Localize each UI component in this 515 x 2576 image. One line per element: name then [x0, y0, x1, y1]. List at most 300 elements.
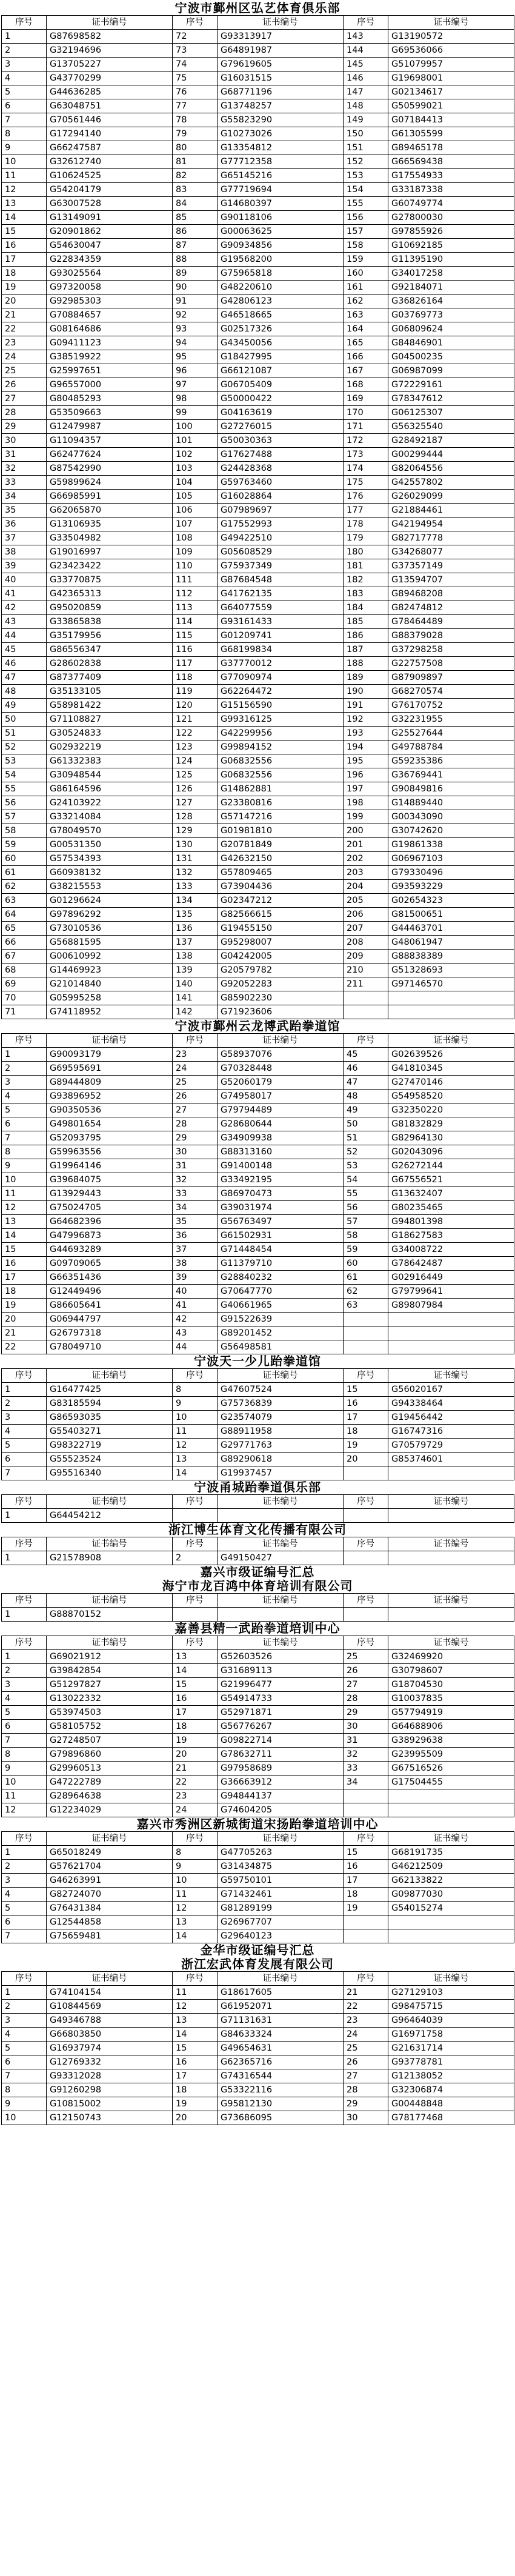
seq-cell: 66 [2, 936, 47, 950]
seq-cell: 12 [2, 1201, 47, 1215]
seq-cell: 23 [173, 1048, 218, 1062]
cert-cell: G89290618 [218, 1453, 344, 1466]
seq-cell: 200 [344, 824, 388, 838]
table-row [2, 2055, 514, 2069]
cert-cell: G02916449 [388, 1271, 514, 1285]
seq-cell: 50 [2, 713, 47, 727]
seq-cell: 4 [2, 1888, 47, 1902]
seq-cell: 21 [173, 1762, 218, 1776]
seq-cell: 39 [2, 559, 47, 573]
cert-cell: G78347612 [388, 392, 514, 406]
header-cert: 证书编号 [47, 1972, 173, 1986]
cert-cell: G33865838 [47, 615, 173, 629]
seq-cell: 35 [2, 504, 47, 518]
seq-cell: 27 [344, 1678, 388, 1692]
table-row [2, 1846, 514, 1860]
seq-cell: 9 [173, 1860, 218, 1874]
cert-cell: G77712358 [218, 155, 344, 169]
cert-cell: G19016997 [47, 545, 173, 559]
cert-cell: G82717778 [388, 531, 514, 545]
cert-cell: G67516526 [388, 1762, 514, 1776]
cert-cell: G75659481 [47, 1929, 173, 1943]
seq-cell: 21 [344, 1986, 388, 2000]
table-row [2, 1664, 514, 1678]
table-row [2, 1748, 514, 1762]
header-cert: 证书编号 [218, 1594, 344, 1608]
cert-cell: G82064556 [388, 462, 514, 476]
cert-cell: G79330496 [388, 866, 514, 880]
section-block [1, 1622, 514, 1817]
seq-cell: 160 [344, 267, 388, 281]
cert-cell: G54914733 [218, 1692, 344, 1706]
cert-cell: G64891987 [218, 44, 344, 58]
cert-cell: G74104154 [47, 1986, 173, 2000]
table-row [2, 1383, 514, 1397]
seq-cell: 90 [173, 281, 218, 295]
cert-cell: G12449496 [47, 1285, 173, 1299]
cert-cell: G10624525 [47, 169, 173, 183]
table-header [2, 1594, 514, 1608]
table-row [2, 713, 514, 727]
seq-cell [344, 1326, 388, 1340]
seq-cell: 43 [173, 1326, 218, 1340]
seq-cell: 13 [2, 197, 47, 211]
seq-cell: 25 [173, 1076, 218, 1090]
seq-cell: 3 [2, 1874, 47, 1888]
table-row [2, 671, 514, 685]
table-row [2, 1062, 514, 1076]
section-title: 宁波天一少儿跆拳道馆 [194, 1354, 321, 1368]
seq-cell: 9 [2, 141, 47, 155]
cert-cell: G82566615 [218, 908, 344, 922]
seq-cell: 172 [344, 434, 388, 448]
cert-cell: G21996477 [218, 1678, 344, 1692]
seq-cell: 154 [344, 183, 388, 197]
seq-cell: 175 [344, 476, 388, 490]
header-row [2, 1636, 514, 1650]
seq-cell: 12 [173, 1902, 218, 1915]
section-block [1, 1943, 514, 2125]
table-row [2, 1678, 514, 1692]
cert-cell: G87684548 [218, 573, 344, 587]
cert-cell: G20901862 [47, 225, 173, 239]
seq-cell: 4 [2, 1425, 47, 1439]
cert-cell: G12150743 [47, 2111, 173, 2125]
cert-cell: G57534393 [47, 852, 173, 866]
header-seq: 序号 [173, 1594, 218, 1608]
cert-cell: G47222789 [47, 1776, 173, 1789]
cert-cell: G07989697 [218, 504, 344, 518]
seq-cell: 18 [2, 1285, 47, 1299]
seq-cell: 23 [2, 336, 47, 350]
table-row [2, 1888, 514, 1902]
seq-cell: 16 [2, 239, 47, 253]
cert-cell [388, 1608, 514, 1622]
seq-cell: 81 [173, 155, 218, 169]
header-seq: 序号 [2, 1495, 47, 1509]
section-title: 嘉兴市级证编号汇总 [200, 1565, 315, 1579]
cert-cell: G07184413 [388, 113, 514, 127]
seq-cell: 31 [2, 448, 47, 462]
seq-cell: 1 [2, 1383, 47, 1397]
seq-cell: 1 [2, 1509, 47, 1523]
seq-cell: 124 [173, 754, 218, 768]
seq-cell: 15 [2, 225, 47, 239]
section-title: 宁波甬城跆拳道俱乐部 [194, 1480, 321, 1494]
cert-cell: G23380816 [218, 796, 344, 810]
section-title: 金华市级证编号汇总 [200, 1943, 315, 1957]
cert-cell: G06832556 [218, 768, 344, 782]
header-seq: 序号 [344, 1537, 388, 1551]
section-block [1, 1817, 514, 1943]
cert-cell: G29960513 [47, 1762, 173, 1776]
seq-cell: 18 [344, 1425, 388, 1439]
cert-cell: G59235386 [388, 754, 514, 768]
cert-cell: G37770012 [218, 657, 344, 671]
table-row [2, 1340, 514, 1354]
cert-cell: G49654631 [218, 2042, 344, 2055]
cert-cell: G71432461 [218, 1888, 344, 1902]
seq-cell: 188 [344, 657, 388, 671]
seq-cell: 2 [2, 1860, 47, 1874]
seq-cell: 21 [2, 308, 47, 322]
seq-cell: 123 [173, 741, 218, 754]
cert-cell: G41762135 [218, 587, 344, 601]
cert-cell: G00299444 [388, 448, 514, 462]
cert-cell: G27129103 [388, 1986, 514, 2000]
cert-cell: G30948544 [47, 768, 173, 782]
seq-cell: 166 [344, 350, 388, 364]
cert-cell: G41810345 [388, 1062, 514, 1076]
cert-cell: G04163619 [218, 406, 344, 420]
cert-cell: G75965818 [218, 267, 344, 281]
table-header [2, 1034, 514, 1048]
table-row [2, 1397, 514, 1411]
header-seq: 序号 [344, 1495, 388, 1509]
seq-cell: 62 [344, 1285, 388, 1299]
seq-cell [344, 991, 388, 1005]
cert-cell: G97855926 [388, 225, 514, 239]
cert-cell: G91400148 [218, 1159, 344, 1173]
seq-cell: 27 [344, 2069, 388, 2083]
seq-cell: 12 [173, 1439, 218, 1453]
seq-cell: 142 [173, 1005, 218, 1019]
cert-cell: G49346788 [47, 2014, 173, 2028]
seq-cell: 8 [173, 1383, 218, 1397]
seq-cell: 93 [173, 322, 218, 336]
seq-cell: 140 [173, 977, 218, 991]
seq-cell: 141 [173, 991, 218, 1005]
cert-cell: G25527644 [388, 727, 514, 741]
cert-cell: G86970473 [218, 1187, 344, 1201]
header-cert: 证书编号 [47, 1537, 173, 1551]
cert-cell: G61952071 [218, 2000, 344, 2014]
table-row [2, 1187, 514, 1201]
cert-cell: G42365313 [47, 587, 173, 601]
cert-cell: G13632407 [388, 1187, 514, 1201]
cert-cell: G95298007 [218, 936, 344, 950]
seq-cell [344, 1789, 388, 1803]
cert-cell: G85374601 [388, 1453, 514, 1466]
cert-cell: G89807984 [388, 1299, 514, 1313]
cert-cell: G87909897 [388, 671, 514, 685]
cert-cell: G98475715 [388, 2000, 514, 2014]
seq-cell: 17 [344, 1874, 388, 1888]
table-row [2, 2083, 514, 2097]
cert-cell: G90934856 [218, 239, 344, 253]
cert-cell [388, 1326, 514, 1340]
seq-cell: 20 [173, 1748, 218, 1762]
cert-cell: G50000422 [218, 392, 344, 406]
cert-cell: G42632150 [218, 852, 344, 866]
table-header [2, 1537, 514, 1551]
seq-cell: 28 [173, 1117, 218, 1131]
header-cert: 证书编号 [218, 1832, 344, 1846]
cert-cell: G73904436 [218, 880, 344, 894]
cert-cell: G31689113 [218, 1664, 344, 1678]
seq-cell: 19 [344, 1902, 388, 1915]
seq-cell: 7 [2, 1466, 47, 1480]
cert-cell: G42557802 [388, 476, 514, 490]
seq-cell: 207 [344, 922, 388, 936]
cert-cell: G88870152 [47, 1608, 173, 1622]
table-row [2, 462, 514, 476]
table-row [2, 1005, 514, 1019]
seq-cell: 98 [173, 392, 218, 406]
cert-cell: G46263991 [47, 1874, 173, 1888]
seq-cell: 34 [344, 1776, 388, 1789]
seq-cell: 7 [2, 2069, 47, 2083]
seq-cell: 63 [2, 894, 47, 908]
table-row [2, 601, 514, 615]
seq-cell: 1 [2, 1650, 47, 1664]
seq-cell: 6 [2, 99, 47, 113]
cert-cell: G21014840 [47, 977, 173, 991]
table-row [2, 2000, 514, 2014]
seq-cell: 88 [173, 253, 218, 267]
cert-cell: G32306874 [388, 2083, 514, 2097]
header-cert: 证书编号 [218, 16, 344, 30]
table-row [2, 1650, 514, 1664]
table-row [2, 629, 514, 643]
cert-cell: G78049710 [47, 1340, 173, 1354]
table-body [2, 30, 514, 1019]
cert-cell: G00448848 [388, 2097, 514, 2111]
cert-cell: G28964638 [47, 1789, 173, 1803]
seq-cell: 76 [173, 85, 218, 99]
table-row [2, 490, 514, 504]
table-header [2, 1495, 514, 1509]
seq-cell: 9 [2, 1159, 47, 1173]
seq-cell: 19 [344, 1439, 388, 1453]
cert-cell: G33187338 [388, 183, 514, 197]
seq-cell: 25 [344, 1650, 388, 1664]
table-row [2, 336, 514, 350]
cert-cell: G68771196 [218, 85, 344, 99]
cert-cell: G56020167 [388, 1383, 514, 1397]
header-cert: 证书编号 [388, 1495, 514, 1509]
header-row [2, 1034, 514, 1048]
cert-cell: G02639526 [388, 1048, 514, 1062]
seq-cell: 197 [344, 782, 388, 796]
seq-cell: 41 [2, 587, 47, 601]
seq-cell: 173 [344, 448, 388, 462]
table-row [2, 1860, 514, 1874]
table-body [2, 1650, 514, 1817]
seq-cell: 97 [173, 378, 218, 392]
table-header [2, 16, 514, 30]
seq-cell: 51 [344, 1131, 388, 1145]
cert-cell: G86593035 [47, 1411, 173, 1425]
seq-cell: 115 [173, 629, 218, 643]
cert-cell: G17554933 [388, 169, 514, 183]
table-row [2, 866, 514, 880]
cert-cell: G43450056 [218, 336, 344, 350]
cert-cell [388, 1789, 514, 1803]
header-row [2, 1832, 514, 1846]
seq-cell: 6 [2, 1915, 47, 1929]
seq-cell: 11 [2, 169, 47, 183]
seq-cell: 6 [2, 1453, 47, 1466]
seq-cell: 185 [344, 615, 388, 629]
cert-cell: G28680644 [218, 1117, 344, 1131]
cert-cell: G54630047 [47, 239, 173, 253]
seq-cell: 10 [2, 1776, 47, 1789]
seq-cell: 4 [2, 72, 47, 85]
seq-cell: 8 [2, 1748, 47, 1762]
table-row [2, 392, 514, 406]
seq-cell: 63 [344, 1299, 388, 1313]
seq-cell: 69 [2, 977, 47, 991]
table-row [2, 964, 514, 977]
seq-cell: 157 [344, 225, 388, 239]
cert-table [1, 1831, 514, 1943]
seq-cell: 158 [344, 239, 388, 253]
cert-cell: G62477624 [47, 448, 173, 462]
cert-cell [218, 1509, 344, 1523]
cert-cell: G94844137 [218, 1789, 344, 1803]
cert-cell: G27470146 [388, 1076, 514, 1090]
table-row [2, 434, 514, 448]
header-seq: 序号 [173, 1636, 218, 1650]
cert-cell: G87377409 [47, 671, 173, 685]
seq-cell: 104 [173, 476, 218, 490]
seq-cell: 6 [2, 1117, 47, 1131]
cert-cell: G33504982 [47, 531, 173, 545]
seq-cell: 8 [173, 1846, 218, 1860]
cert-cell: G70328448 [218, 1062, 344, 1076]
seq-cell: 203 [344, 866, 388, 880]
seq-cell [344, 1803, 388, 1817]
seq-cell: 22 [173, 1776, 218, 1789]
seq-cell: 25 [344, 2042, 388, 2055]
cert-cell: G02043096 [388, 1145, 514, 1159]
cert-cell: G78049570 [47, 824, 173, 838]
cert-cell: G55403271 [47, 1425, 173, 1439]
table-row [2, 183, 514, 197]
header-cert: 证书编号 [218, 1972, 344, 1986]
seq-cell: 132 [173, 866, 218, 880]
cert-cell: G71923606 [218, 1005, 344, 1019]
seq-cell: 91 [173, 295, 218, 308]
cert-cell: G97896292 [47, 908, 173, 922]
seq-cell: 118 [173, 671, 218, 685]
table-row [2, 1229, 514, 1243]
header-row [2, 1972, 514, 1986]
cert-cell: G75736839 [218, 1397, 344, 1411]
seq-cell [344, 1551, 388, 1565]
seq-cell [173, 1608, 218, 1622]
seq-cell: 26 [2, 378, 47, 392]
table-row [2, 30, 514, 44]
seq-cell: 1 [2, 1986, 47, 2000]
seq-cell: 43 [2, 615, 47, 629]
seq-cell: 9 [2, 2097, 47, 2111]
cert-cell: G44636285 [47, 85, 173, 99]
cert-cell: G26797318 [47, 1326, 173, 1340]
cert-cell: G69021912 [47, 1650, 173, 1664]
cert-cell: G93313917 [218, 30, 344, 44]
table-row [2, 1453, 514, 1466]
cert-cell: G97958689 [218, 1762, 344, 1776]
cert-cell: G66247587 [47, 141, 173, 155]
cert-cell: G52971871 [218, 1706, 344, 1720]
seq-cell: 13 [173, 1915, 218, 1929]
seq-cell: 17 [344, 1411, 388, 1425]
cert-cell: G15156590 [218, 699, 344, 713]
seq-cell: 53 [344, 1159, 388, 1173]
table-row [2, 1299, 514, 1313]
seq-cell: 73 [173, 44, 218, 58]
seq-cell: 30 [2, 434, 47, 448]
table-row [2, 908, 514, 922]
cert-cell: G79794489 [218, 1103, 344, 1117]
cert-cell: G03769773 [388, 308, 514, 322]
cert-cell: G39842854 [47, 1664, 173, 1678]
cert-cell: G53322116 [218, 2083, 344, 2097]
seq-cell: 15 [344, 1383, 388, 1397]
cert-cell: G09709065 [47, 1257, 173, 1271]
seq-cell: 35 [173, 1215, 218, 1229]
cert-cell: G55523524 [47, 1453, 173, 1466]
cert-cell: G62133822 [388, 1874, 514, 1888]
cert-cell: G36769441 [388, 768, 514, 782]
seq-cell: 58 [344, 1229, 388, 1243]
seq-cell: 20 [344, 1453, 388, 1466]
seq-cell: 18 [2, 267, 47, 281]
seq-cell: 9 [2, 1762, 47, 1776]
cert-cell: G76431384 [47, 1902, 173, 1915]
table-row [2, 852, 514, 866]
cert-cell: G16937974 [47, 2042, 173, 2055]
table-row [2, 504, 514, 518]
table-row [2, 796, 514, 810]
seq-cell: 26 [173, 1090, 218, 1103]
cert-cell [218, 1608, 344, 1622]
header-seq: 序号 [173, 1034, 218, 1048]
cert-cell: G09822714 [218, 1734, 344, 1748]
header-cert: 证书编号 [218, 1636, 344, 1650]
table-row [2, 1090, 514, 1103]
cert-cell [388, 1551, 514, 1565]
cert-cell: G74316544 [218, 2069, 344, 2083]
cert-cell: G65145216 [218, 169, 344, 183]
cert-cell: G70579729 [388, 1439, 514, 1453]
cert-cell: G88313160 [218, 1145, 344, 1159]
seq-cell: 102 [173, 448, 218, 462]
seq-cell: 99 [173, 406, 218, 420]
seq-cell: 32 [344, 1748, 388, 1762]
